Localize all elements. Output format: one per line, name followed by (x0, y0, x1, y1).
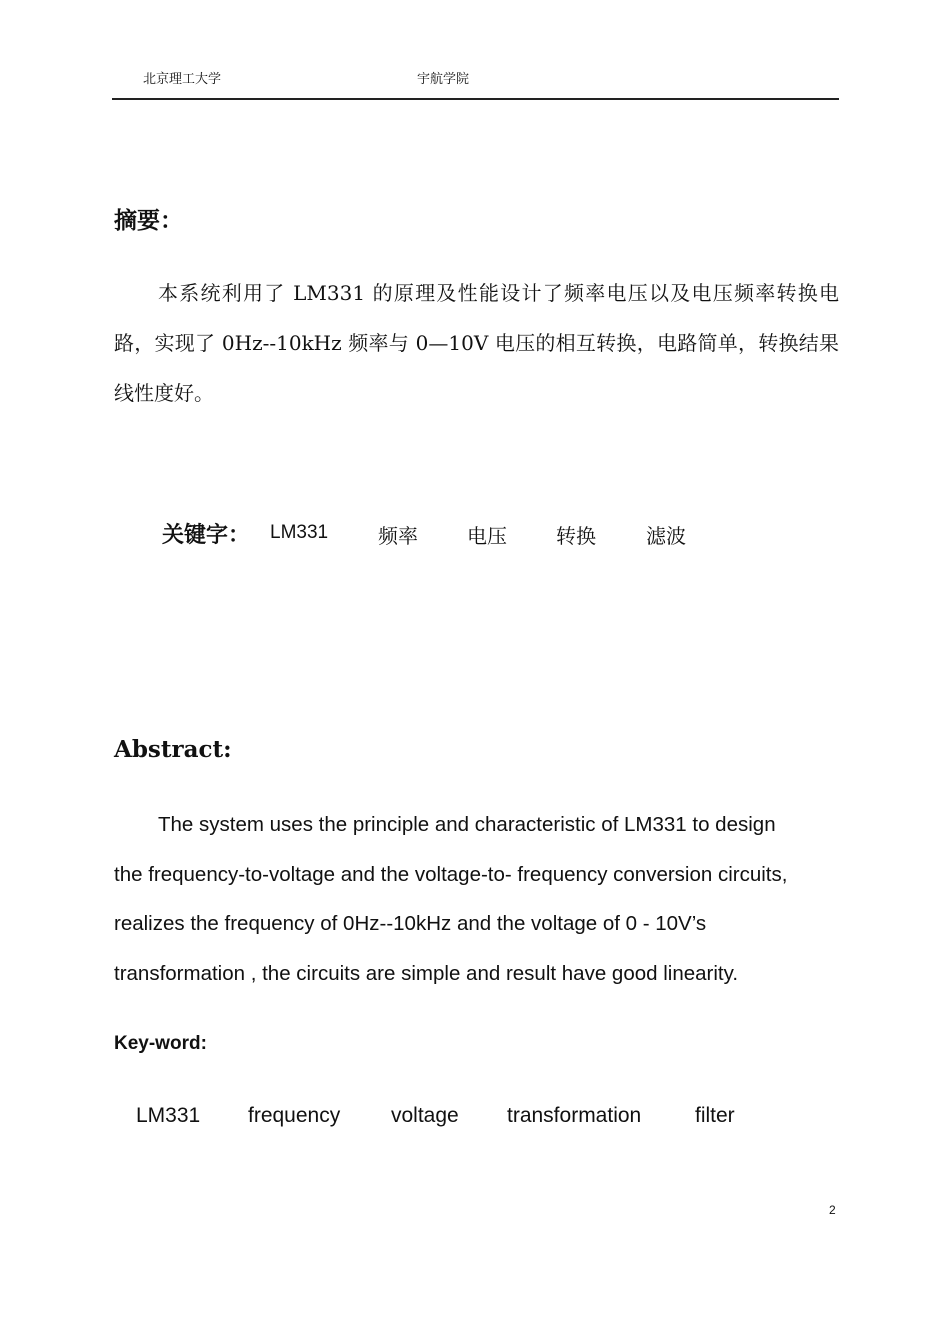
chinese-keyword: 转换 (556, 524, 596, 548)
english-abstract-line: realizes the frequency of 0Hz--10kHz and the voltage of 0 - 10V’s (114, 912, 707, 935)
english-abstract-title: Abstract: (114, 736, 232, 763)
english-abstract-line: transformation , the circuits are simple and result have good linearity. (114, 961, 739, 985)
english-keywords-label: Key-word: (114, 1033, 207, 1054)
english-abstract-line: the frequency-to-voltage and the voltage-to- frequency conversion circuits, (114, 862, 788, 886)
english-abstract-line: The system uses the principle and characteristic of LM331 to design (158, 813, 776, 836)
english-keyword: transformation (507, 1104, 642, 1127)
header-school: 宇航学院 (417, 72, 470, 87)
page-header (112, 66, 839, 100)
english-abstract-body (114, 800, 849, 998)
english-keyword: filter (695, 1104, 735, 1127)
english-keyword: voltage (391, 1104, 459, 1127)
header-university: 北京理工大学 (143, 72, 222, 87)
chinese-keywords-label: 关键字： (162, 522, 251, 548)
page-number: 2 (829, 1203, 836, 1217)
chinese-keyword: 频率 (378, 524, 418, 548)
chinese-abstract-body: 本系统利用了 LM331 的原理及性能设计了频率电压以及电压频率转换电路，实现了 0Hz--10kHz 频率与 0—10V 电压的相互转换，电路简单，转换结果线性度好。 (114, 281, 839, 405)
chinese-abstract-title: 摘要： (114, 207, 183, 234)
english-keyword: LM331 (136, 1104, 201, 1127)
chinese-keyword: 滤波 (646, 524, 686, 548)
english-keyword: frequency (248, 1104, 341, 1127)
chinese-keyword: LM331 (270, 522, 329, 543)
chinese-keyword: 电压 (467, 524, 507, 548)
